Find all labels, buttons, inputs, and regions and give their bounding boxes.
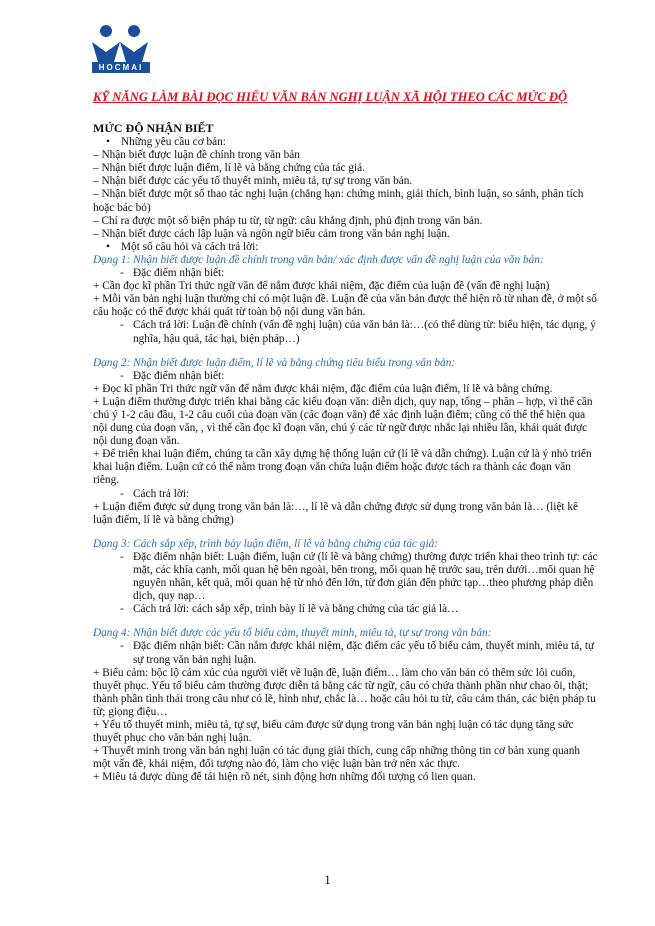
text-line: + Miêu tả được dùng để tái hiện rõ nét, sinh động hơn những đối tượng có lien quan. — [93, 771, 476, 784]
text-line: – Nhận biết được một số thao tác nghị luận (chẳng hạn: chứng minh, giải thích, bình luận, so sánh, phân tích hoặc bác bỏ) — [93, 188, 584, 214]
text-line: – Nhận biết được các yếu tố thuyết minh, miêu tả, tự sự trong văn bản. — [93, 175, 413, 188]
text-line: + Cần đọc kĩ phần Tri thức ngữ văn để nắm được khái niệm, đặc điểm của luận đề (vấn đề nghị luận) — [93, 280, 550, 293]
text-line: + Đọc kĩ phần Tri thức ngữ văn để nắm được khái niệm, đặc điểm của luận điểm, lí lẽ và bằng chứng. — [93, 382, 553, 395]
subsection-heading: Dạng 4: Nhận biết được các yếu tố biểu cảm, thuyết minh, miêu tả, tự sự trong văn bản: — [93, 627, 492, 640]
spacer — [93, 616, 598, 627]
dash-item: - Đặc điểm nhận biết: — [93, 267, 598, 280]
dash-item: - Cách trả lời: cách sắp xếp, trình bày lí lẽ và bằng chứng của tác giả là… — [93, 603, 598, 616]
text-line: + Luận điểm được sử dụng trong văn bản là:…, lí lẽ và dẫn chứng được sử dụng trong văn bản là… (liệt kê luận điểm, lí lẽ và bằng chứng) — [93, 500, 579, 526]
page-number: 1 — [324, 872, 331, 887]
text-line: + Biểu cảm: bộc lộ cảm xúc của người viết về luận đề, luận điểm… làm cho văn bản có thêm sức lôi cuốn, thuyết phục. Yếu tố biểu cảm thường được diễn tả bằng các từ ngữ, câu có chứa thành phần như chao ôi, thật; thành phần tình thái trong câu như có lẽ, hình như, chắc là… hoặc câu hỏi tu từ, câu cảm thán, các biện pháp tu từ; giọng điệu… — [93, 666, 596, 718]
text-line: – Chỉ ra được một số biện pháp tu từ, từ ngữ: câu khẳng định, phủ định trong văn bản. — [93, 214, 483, 227]
text-line: + Để triển khai luận điểm, chúng ta cần xây dựng hệ thống luận cứ (lí lẽ và dẫn chứng). Luận cứ là ý nhỏ triển khai luận điểm. Luận cứ có thể nằm trong đoạn văn chứa luận điểm hoặc được tách ra thành các đoạn văn riêng. — [93, 448, 592, 487]
text-line: + Mỗi văn bản nghị luận thường chỉ có một luận đề. Luận đề của văn bản được thể hiện rõ từ nhan đề, ở một số câu hoặc có thể được khái quát từ toàn bộ nội dung văn bản. — [93, 293, 597, 319]
document-body — [93, 122, 598, 785]
text-line: – Nhận biết được luận điểm, lí lẽ và bằng chứng của tác giả. — [93, 162, 365, 175]
text-line: + Thuyết minh trong văn bản nghị luận có tác dụng giải thích, cung cấp những thông tin cơ bản xung quanh một vấn đề, khái niệm, đối tượng nào đó, làm cho việc luận bàn trở nên xác thực. — [93, 745, 580, 771]
subsection-heading: Dạng 3: Cách sắp xếp, trình bày luận điểm, lí lẽ và bằng chứng của tác giả: — [93, 537, 439, 550]
dash-item: - Cách trả lời: Luận đề chính (vấn đề nghị luận) của văn bản là:…(có thể dùng từ: biểu hiện, tác dụng, ý nghĩa, hậu quả, tác hại, biện pháp…) — [93, 319, 598, 345]
dash-item: - Đặc điểm nhận biết: — [93, 370, 598, 383]
dash-item: - Đặc điểm nhận biết: Luận điểm, luận cứ (lí lẽ và bằng chứng) thường được triển khai theo trình tự: các mặt, các khía cạnh, mối quan hệ bên ngoài, bên trong, mối quan hệ trước sau, trên dưới…mối quan hệ nguyên nhân, kết quả, mối quan hệ từ nhỏ đến lớn, từ đơn giản đến phức tạp…theo phương pháp diễn dịch, quy nạp… — [93, 551, 598, 603]
text-line: + Luận điểm thường được triển khai bằng các kiểu đoạn văn: diễn dịch, quy nạp, tổng – phân – hợp, vì thế cần chú ý 1-2 câu đầu, 1-2 câu cuối của đoạn văn (các đoạn văn) để xác định luận điểm; cũng có thể thể hiện qua nội dung của đoạn văn, , vì thế cần đọc kĩ đoạn văn, chú ý các từ ngữ được nhắc lại nhiều lần, khái quát được nội dung đoạn văn. — [93, 395, 593, 448]
text-line: – Nhận biết được luận đề chính trong văn bản — [93, 149, 300, 162]
spacer — [93, 527, 598, 538]
spacer — [93, 346, 598, 357]
section-heading: MỨC ĐỘ NHẬN BIẾT — [93, 121, 214, 135]
bullet-item: • Một số câu hỏi và cách trả lời: — [93, 241, 598, 254]
logo-text: HOCMAI — [92, 62, 150, 73]
bullet-item: • Những yêu cầu cơ bản: — [93, 136, 598, 149]
subsection-heading: Dạng 2: Nhận biết được luận điểm, lí lẽ và bằng chứng tiêu biểu trong văn bản: — [93, 356, 456, 369]
dash-item: - Đặc điểm nhận biết: Cần nắm được khái niệm, đặc điểm các yếu tố biểu cảm, thuyết minh, miêu tả, tự sự trong văn bản nghị luận. — [93, 640, 598, 666]
text-line: – Nhận biết được cách lập luận và ngôn ngữ biểu cảm trong văn bản nghị luận. — [93, 227, 450, 240]
subsection-heading: Dạng 1: Nhận biết được luận đề chính trong văn bản/ xác định được vấn đề nghị luận của văn bản: — [93, 253, 544, 266]
text-line: + Yếu tố thuyết minh, miêu tả, tự sự, biểu cảm được sử dụng trong văn bản nghị luận có tác dụng tăng sức thuyết phục cho văn bản nghị luận. — [93, 719, 574, 745]
document-title: KỸ NĂNG LÀM BÀI ĐỌC HIỂU VĂN BẢN NGHỊ LUẬN XÃ HỘI THEO CÁC MỨC ĐỘ — [93, 90, 568, 104]
dash-item: - Cách trả lời: — [93, 488, 598, 501]
